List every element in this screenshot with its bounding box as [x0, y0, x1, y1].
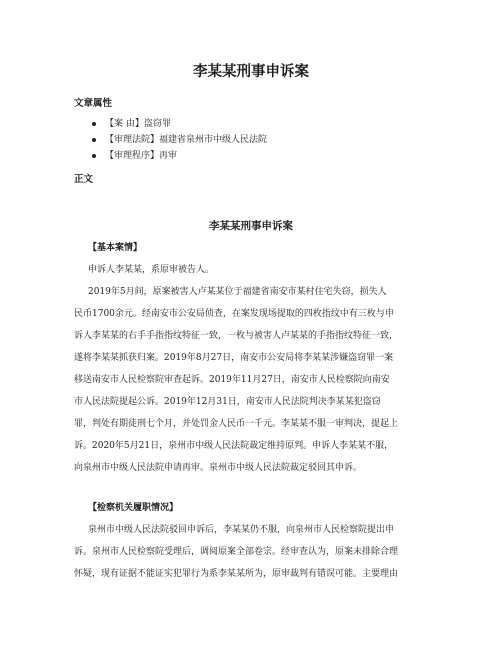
attribute-label: 【审理程序】再审	[105, 151, 178, 161]
text-line: 泉州市中级人民法院驳回申诉后，李某某仍不服，向泉州市人民检察院提出申	[88, 525, 395, 535]
body-heading: 正文	[74, 174, 94, 185]
attribute-label: 【案 由】盗窃罪	[105, 119, 171, 129]
procuratorate-heading: 【检察机关履职情况】	[88, 503, 179, 513]
attribute-item-court	[92, 132, 267, 148]
bullet-icon	[92, 154, 96, 158]
text-line: 诉人李某某的右手手指指纹特征一致，一枚与被害人卢某某的手指指纹特征一致，	[74, 331, 399, 341]
text-line: 申诉人李某某，系原审被告人。	[88, 265, 215, 275]
basic-facts-heading: 【基本案情】	[88, 243, 143, 253]
document-title: 李某某刑事申诉案	[193, 64, 309, 80]
text-line: 民币1700余元。经南安市公安局侦查，在案发现场提取的四枚指纹中有三枚与申	[74, 309, 394, 319]
bullet-icon	[92, 122, 96, 126]
content-subtitle: 李某某刑事申诉案	[209, 220, 293, 232]
text-line: 罪，判处有期徒刑七个月，并处罚金人民币一千元。李某某不服一审判决，提起上	[74, 419, 399, 429]
attribute-list	[92, 116, 267, 164]
text-line: 向泉州市中级人民法院申请再审。泉州市中级人民法院裁定驳回其申诉。	[74, 463, 363, 473]
attribute-item-cause	[92, 116, 267, 132]
text-line: 怀疑，现有证据不能证实犯罪行为系李某某所为，原审裁判有错误可能。主要理由	[74, 569, 399, 579]
attributes-heading: 文章属性	[74, 98, 113, 109]
bullet-icon	[92, 138, 96, 142]
attribute-item-procedure	[92, 148, 267, 164]
text-line: 诉。泉州市人民检察院受理后，调阅原案全部卷宗。经审查认为，原案未排除合理	[74, 547, 399, 557]
attribute-label: 【审理法院】福建省泉州市中级人民法院	[105, 135, 268, 145]
text-line: 市人民法院提起公诉。2019年12月31日，南安市人民法院判决李某某犯盗窃	[74, 397, 381, 407]
text-line: 遂将李某某抓获归案。2019年8月27日，南安市公安局将李某某涉嫌盗窃罪一案	[74, 353, 394, 363]
text-line: 诉。2020年5月21日，泉州市中级人民法院裁定维持原判。申诉人李某某不服，	[74, 441, 394, 451]
text-line: 2019年5月间，原案被害人卢某某位于福建省南安市某村住宅失窃，损失人	[88, 287, 387, 297]
text-line: 移送南安市人民检察院审查起诉。2019年11月27日，南安市人民检察院向南安	[74, 375, 390, 385]
